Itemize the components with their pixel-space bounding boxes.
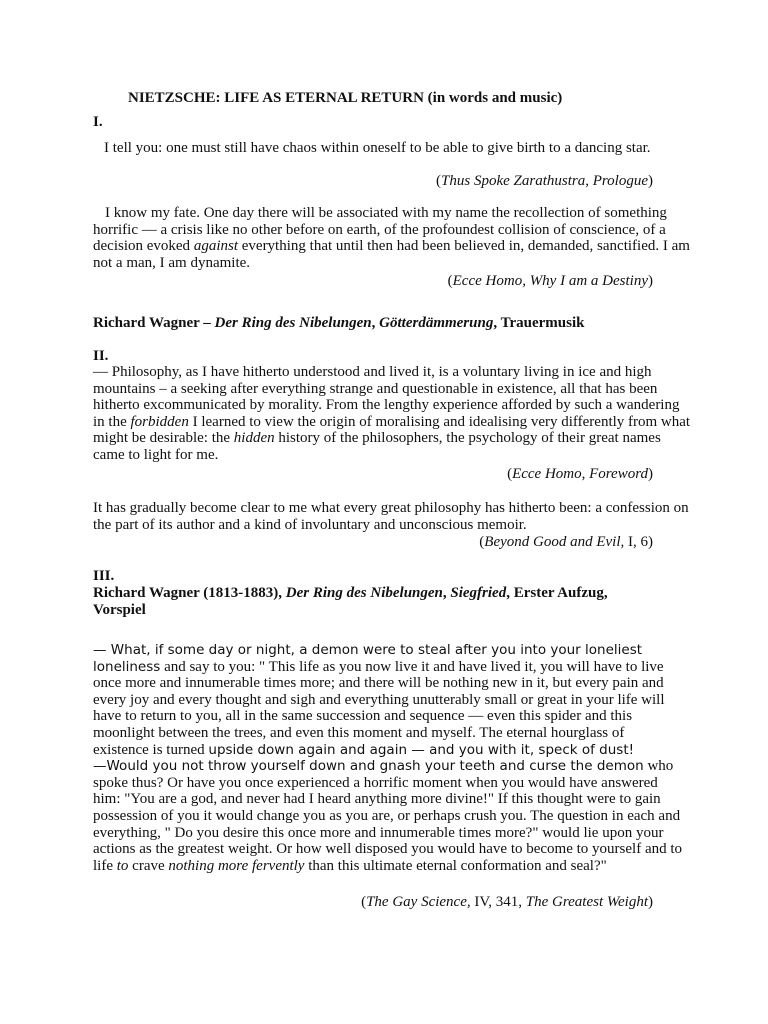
section-2-citation-2: (Beyond Good and Evil, I, 6) [479,534,653,550]
section-1-quote-1: I tell you: one must still have chaos within oneself to be able to give birth to a dancing star. [104,140,651,156]
section-3-quote: — What, if some day or night, a demon were to steal after you into your loneliest loneliness and say to you: " This life as you now live it and have lived it, you will have to live once more and innumerable times more; and there will be nothing new in it, but every pain and every joy and every thought and sigh and everything unutterably small or great in your life will have to return to you, all in the same succession and sequence — even this spider and this moonlight between the trees, and even this moment and myself. The eternal hourglass of existence is turned upside down again and again — and you with it, speck of dust! —Would you not throw yourself down and gnash your teeth and curse the demon who spoke thus? Or have you once experienced a horrific moment when you would have answered him: "You are a god, and never had I heard anything more divine!" If this thought were to gain possession of you it would change you as you are, or perhaps crush you. The question in each and everything, " Do you desire this once more and innumerable times more?" would lie upon your actions as the greatest weight. Or how well disposed you would have to become to yourself and to life to crave nothing more fervently than this ultimate eternal conformation and seal?" [93,642,683,874]
section-1-citation-1: (Thus Spoke Zarathustra, Prologue) [436,173,653,189]
section-2-quote-1: — Philosophy, as I have hitherto understood and lived it, is a voluntary living in ice and high mountains – a seeking after everything strange and questionable in existence, all that has been hitherto excommunicated by morality. From the lengthy experience afforded by such a wandering in the forbidden I learned to view the origin of moralising and idealising very differently from what might be desirable: the hidden history of the philosophers, the psychology of their great names came to light for me. [93,364,691,463]
music-selection-1: Richard Wagner – Der Ring des Nibelungen, Götterdämmerung, Trauermusik [93,315,585,331]
music-selection-2: Richard Wagner (1813-1883), Der Ring des Nibelungen, Siegfried, Erster Aufzug, Vorspiel [93,585,608,618]
section-2-label: II. [93,348,109,364]
page-title: NIETZSCHE: LIFE AS ETERNAL RETURN (in words and music) [128,90,563,106]
section-2-quote-2: It has gradually become clear to me what every great philosophy has hitherto been: a confession on the part of its author and a kind of involuntary and unconscious memoir. [93,500,689,533]
section-1-label: I. [93,114,103,130]
section-1-quote-2: I know my fate. One day there will be associated with my name the recollection of something horrific — a crisis like no other before on earth, of the profoundest collision of conscience, of a decision evoked against everything that until then had been believed in, demanded, sanctified. I am not a man, I am dynamite. [93,205,690,271]
section-2-citation-1: (Ecce Homo, Foreword) [507,466,653,482]
section-3-label: III. [93,568,115,584]
section-1-citation-2: (Ecce Homo, Why I am a Destiny) [447,273,653,289]
section-3-citation: (The Gay Science, IV, 341, The Greatest Weight) [361,894,653,910]
